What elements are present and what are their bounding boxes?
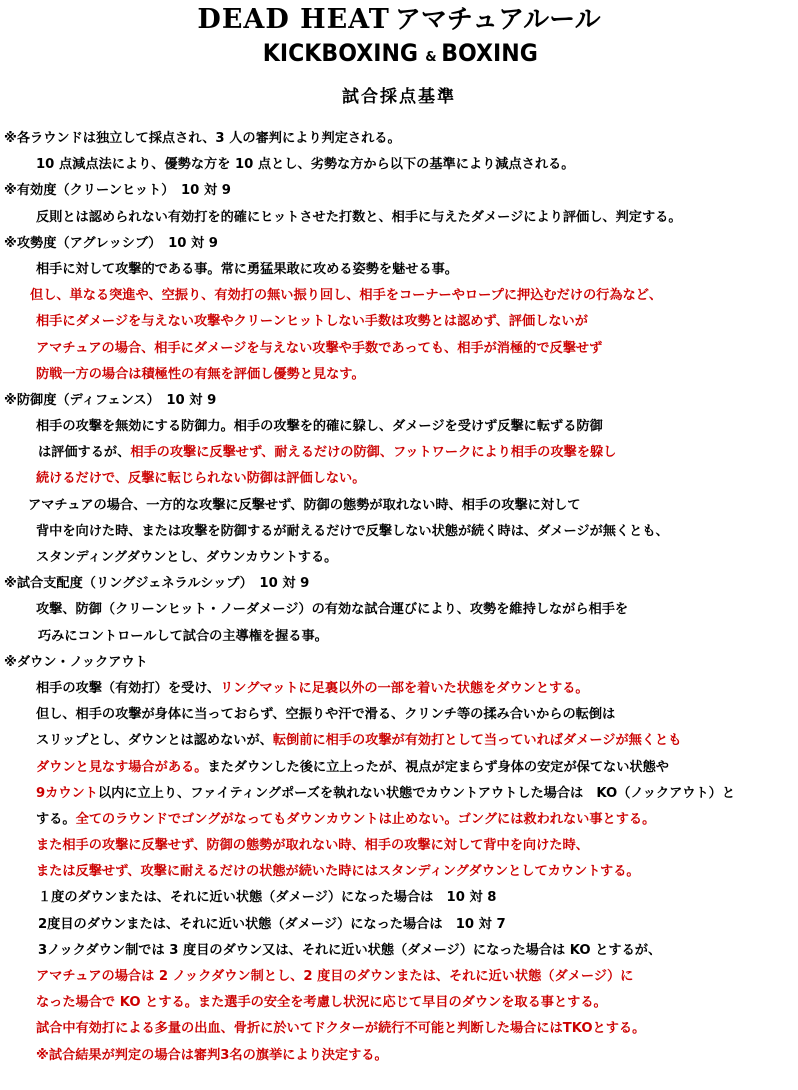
rule-text-emphasis: 続けるだけで、反撃に転じられない防御は評価しない。 xyxy=(36,471,366,487)
rule-line xyxy=(0,283,798,309)
rule-line xyxy=(0,309,798,335)
rule-text: スタンディングダウンとし、ダウンカウントする。 xyxy=(36,550,338,565)
rule-line xyxy=(0,781,798,807)
rule-line xyxy=(0,571,798,597)
rule-text-emphasis: 試合中有効打による多量の出血、骨折に於いてドクターが続行不可能と判断した場合にはTKOとする。 xyxy=(36,1021,646,1037)
rule-name: アマチュアルール xyxy=(394,5,601,35)
rule-line xyxy=(0,964,798,990)
rule-line xyxy=(0,519,798,545)
rule-line xyxy=(0,440,798,466)
main-title xyxy=(0,4,798,36)
rule-text: ※有効度（クリーンヒット） 10 対 9 xyxy=(4,183,231,199)
rule-text: ※各ラウンドは独立して採点され、3 人の審判により判定される。 xyxy=(4,131,401,146)
rule-line xyxy=(0,1016,798,1042)
rule-line xyxy=(0,938,798,964)
section-title: 試合採点基準 xyxy=(342,87,456,107)
rule-text-emphasis: アマチュアの場合は 2 ノックダウン制とし、2 度目のダウンまたは、それに近い状態（ダメージ）に xyxy=(36,969,634,984)
rule-text-emphasis: また相手の攻撃に反撃せず、防御の態勢が取れない時、相手の攻撃に対して背中を向けた時、 xyxy=(36,838,589,854)
rule-line xyxy=(0,336,798,362)
rule-line xyxy=(0,152,798,178)
subtitle xyxy=(0,36,798,70)
rule-line xyxy=(0,676,798,702)
rules-body xyxy=(0,126,798,1069)
rule-text-emphasis: アマチュアの場合、相手にダメージを与えない攻撃や手数であっても、相手が消極的で反撃せず xyxy=(36,340,603,356)
rule-text: 巧みにコントロールして試合の主導権を握る事。 xyxy=(38,628,328,644)
rule-text-emphasis: ※試合結果が判定の場合は審判3名の旗挙により決定する。 xyxy=(36,1047,388,1063)
rule-text-emphasis: リングマットに足裏以外の一部を着いた状態をダウンとする。 xyxy=(220,680,589,696)
rule-line xyxy=(0,885,798,911)
rule-text: 相手に対して攻撃的である事。常に勇猛果敢に攻める姿勢を魅せる事。 xyxy=(36,261,458,277)
rule-text: ※ダウン・ノックアウト xyxy=(4,654,148,670)
rule-line xyxy=(0,1043,798,1069)
rule-line xyxy=(0,650,798,676)
rule-text: 相手の攻撃を無効にする防御力。相手の攻撃を的確に躱し、ダメージを受けず反撃に転ずる防御 xyxy=(36,419,603,435)
rule-line xyxy=(0,205,798,231)
rule-text-emphasis: なった場合で KO とする。また選手の安全を考慮し状況に応じて早目のダウンを取る事とする。 xyxy=(36,995,607,1011)
rule-line xyxy=(0,466,798,492)
rule-text-emphasis: 相手の攻撃に反撃せず、耐えるだけの防御、フットワークにより相手の攻撃を躱し xyxy=(130,445,617,461)
rule-line xyxy=(0,859,798,885)
rule-text: 2度目のダウンまたは、それに近い状態（ダメージ）になった場合は 10 対 7 xyxy=(38,916,506,932)
rule-line xyxy=(0,414,798,440)
rule-text: １度のダウンまたは、それに近い状態（ダメージ）になった場合は 10 対 8 xyxy=(38,890,497,906)
rule-line xyxy=(0,702,798,728)
rule-line xyxy=(0,807,798,833)
rule-line xyxy=(0,624,798,650)
rule-line xyxy=(0,257,798,283)
rule-text: スリップとし、ダウンとは認めないが、 xyxy=(36,733,273,749)
rule-line xyxy=(0,231,798,257)
document-header xyxy=(0,4,798,112)
brand-name: DEAD HEAT xyxy=(197,4,390,35)
rule-text-emphasis: または反撃せず、攻撃に耐えるだけの状態が続いた時にはスタンディングダウンとしてカウントする。 xyxy=(36,864,640,880)
rule-line xyxy=(0,990,798,1016)
rule-text: 以内に立上り、ファイティングポーズを執れない状態でカウントアウトした場合は KO（ノックアウト）と xyxy=(97,785,736,801)
rule-text: 但し、相手の攻撃が身体に当っておらず、空振りや汗で滑る、クリンチ等の揉み合いからの転倒は xyxy=(36,707,616,723)
rule-line xyxy=(0,493,798,519)
rule-line xyxy=(0,362,798,388)
rule-text: またダウンした後に立上ったが、視点が定まらず身体の安定が保てない状態や xyxy=(207,759,669,775)
rule-line xyxy=(0,126,798,152)
rule-text: アマチュアの場合、一方的な攻撃に反撃せず、防御の態勢が取れない時、相手の攻撃に対して xyxy=(28,497,581,513)
rule-line xyxy=(0,728,798,754)
rule-text-emphasis: 9カウント xyxy=(36,785,98,801)
subtitle-kickboxing: KICKBOXING xyxy=(263,39,419,67)
rule-text: は評価するが、 xyxy=(38,445,131,461)
rule-text-emphasis: 相手にダメージを与えない攻撃やクリーンヒットしない手数は攻勢とは認めず、評価しないが xyxy=(36,314,588,330)
rule-text-emphasis: 転倒前に相手の攻撃が有効打として当っていればダメージが無くとも xyxy=(272,733,682,749)
subtitle-ampersand: & xyxy=(425,50,437,65)
rule-text-emphasis: 全てのラウンドでゴングがなってもダウンカウントは止めない。ゴングには救われない事とする。 xyxy=(75,811,656,827)
rule-text: 背中を向けた時、または攻撃を防御するが耐えるだけで反撃しない状態が続く時は、ダメージが無くとも、 xyxy=(36,523,669,539)
rule-text: 反則とは認められない有効打を的確にヒットさせた打数と、相手に与えたダメージにより評価し、判定する。 xyxy=(36,209,682,225)
rule-text: 10 点減点法により、優勢な方を 10 点とし、劣勢な方から以下の基準により減点される。 xyxy=(36,157,575,173)
rule-text: ※試合支配度（リングジェネラルシップ） 10 対 9 xyxy=(4,576,310,592)
rule-text: 相手の攻撃（有効打）を受け、 xyxy=(36,680,221,696)
rule-text: ※攻勢度（アグレッシブ） 10 対 9 xyxy=(4,235,218,251)
rule-line xyxy=(0,388,798,414)
rule-text: 攻撃、防御（クリーンヒット・ノーダメージ）の有効な試合運びにより、攻勢を維持しながら相手を xyxy=(36,602,629,618)
subtitle-boxing: BOXING xyxy=(440,39,538,67)
rule-text: 3ノックダウン制では 3 度目のダウン又は、それに近い状態（ダメージ）になった場合は KO とするが、 xyxy=(38,942,662,958)
rule-text-emphasis: 防戦一方の場合は積極性の有無を評価し優勢と見なす。 xyxy=(36,366,365,382)
rule-line xyxy=(0,912,798,938)
rule-line xyxy=(0,597,798,623)
rule-text: する。 xyxy=(36,811,76,827)
rule-line xyxy=(0,178,798,204)
rule-text-emphasis: 但し、単なる突進や、空振り、有効打の無い振り回し、相手をコーナーやロープに押込むだけの行為など、 xyxy=(30,288,663,304)
rule-text-emphasis: ダウンと見なす場合がある。 xyxy=(36,759,208,775)
rule-line xyxy=(0,545,798,571)
rule-line xyxy=(0,755,798,781)
rule-line xyxy=(0,833,798,859)
rule-text: ※防御度（ディフェンス） 10 対 9 xyxy=(4,392,217,408)
